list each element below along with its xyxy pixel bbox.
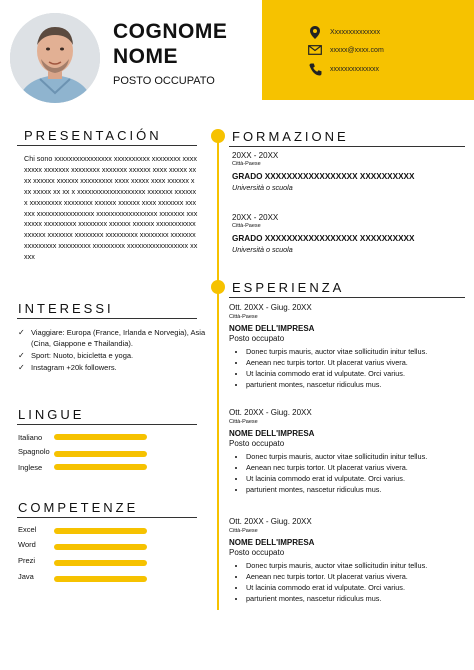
contact-location	[306, 25, 380, 39]
task-item: • parturient montes, nascetur ridiculus mus.	[246, 593, 465, 604]
company-name: NOME DELL'IMPRESA	[229, 429, 315, 438]
timeline-line	[217, 140, 219, 610]
interests-heading: INTERESSI	[18, 301, 114, 316]
experience-date: Ott. 20XX - Giug. 20XX	[229, 517, 312, 526]
contact-address: Xxxxxxxxxxxxxx	[330, 28, 381, 36]
check-icon: ✓	[18, 328, 25, 337]
job-role: Posto occupato	[229, 334, 285, 343]
experience-date: Ott. 20XX - Giug. 20XX	[229, 408, 312, 417]
interests-divider	[17, 318, 197, 319]
education-school: Università o scuola	[232, 183, 293, 192]
profile-photo	[10, 13, 100, 103]
task-item: • Aenean nec turpis tortor. Ut placerat varius vivera.	[246, 571, 465, 582]
envelope-icon	[306, 43, 324, 57]
education-place: Città-Paese	[232, 161, 261, 167]
task-list	[229, 451, 465, 495]
task-list	[229, 560, 465, 604]
language-level-bar	[54, 434, 147, 440]
task-item: • Aenean nec turpis tortor. Ut placerat varius vivera.	[246, 357, 465, 368]
experience-entry	[229, 408, 465, 495]
interest-item: ✓ Instagram +20k followers.	[18, 363, 117, 372]
avatar	[10, 13, 100, 103]
check-icon: ✓	[18, 351, 25, 360]
education-date: 20XX - 20XX	[232, 213, 279, 222]
job-role: Posto occupato	[229, 439, 285, 448]
task-item: • Donec turpis mauris, auctor vitae sollicitudin initur tellus.	[246, 560, 465, 571]
task-item: • parturient montes, nascetur ridiculus mus.	[246, 379, 465, 390]
experience-divider	[229, 297, 465, 298]
task-item: • Ut lacinia commodo erat id vulputate. Orci varius.	[246, 368, 465, 379]
contact-phone	[306, 62, 379, 76]
education-divider	[229, 146, 465, 147]
experience-entry	[229, 303, 465, 390]
skill-level-bar	[54, 576, 147, 582]
skill-level-bar	[54, 560, 147, 566]
language-level-bar	[54, 464, 147, 470]
education-school: Università o scuola	[232, 245, 293, 254]
task-list	[229, 346, 465, 390]
presentation-text: Chi sono xxxxxxxxxxxxxxxx xxxxxxxxxx xxxxxxxx xxxxxxxxx xxxxxxx xxxxxxxx xxxxxxx xxxxxx xxxx xxxxx xxxx xxxxxx xxxxxx xxxxxxxxx xxxx xxxxx xxxx xxxxxx xxx xxxxx xx xx x xxxxxxxxxxxxxxxxxxx xxxxxxx xxxxxxx xxxxxxxxx xxxxxxxx xxxxxx xxxxxx xxxx xxxxxxx xxxxxx xxxxxxxxxxxxxxxx xxxxxxxxxxxxxxxxx xxxxxxx xxxxxxxx xxxxxxxxx xxxxxxxx xxxxxx xxxxxx xxxxxxxxxxxxxxxxx xxxxxxx xxxxxxxx xxxxxxxxx xxxxxxxx xxxxxxx xxxxxxxxx xxxxxxxxx xxxxxxxxx xxxxxxxxxxxxxxxxx xxxxx	[24, 154, 198, 262]
experience-heading: ESPERIENZA	[232, 280, 345, 295]
education-degree: GRADO XXXXXXXXXXXXXXXXX XXXXXXXXXX	[232, 172, 415, 181]
skill-label: Java	[18, 572, 34, 581]
location-pin-icon	[306, 25, 324, 39]
education-place: Città-Paese	[232, 223, 261, 229]
skill-level-bar	[54, 544, 147, 550]
skill-level-bar	[54, 528, 147, 534]
first-name: NOME	[113, 45, 178, 68]
education-entry	[232, 151, 468, 192]
skills-divider	[17, 517, 197, 518]
languages-heading: LINGUE	[18, 407, 85, 422]
education-dot	[211, 129, 225, 143]
contact-box	[262, 0, 474, 100]
task-item: • Donec turpis mauris, auctor vitae sollicitudin initur tellus.	[246, 346, 465, 357]
check-icon: ✓	[18, 363, 25, 372]
skill-label: Prezi	[18, 556, 36, 565]
task-item: • Ut lacinia commodo erat id vulputate. Orci varius.	[246, 473, 465, 484]
skill-label: Excel	[18, 525, 37, 534]
skill-label: Word	[18, 540, 36, 549]
presentation-heading: PRESENTACIÓN	[24, 128, 162, 143]
education-date: 20XX - 20XX	[232, 151, 279, 160]
language-label: Inglese	[18, 463, 43, 472]
company-name: NOME DELL'IMPRESA	[229, 538, 315, 547]
task-item: • Aenean nec turpis tortor. Ut placerat varius vivera.	[246, 462, 465, 473]
task-item: • Ut lacinia commodo erat id vulputate. Orci varius.	[246, 582, 465, 593]
phone-icon	[306, 62, 324, 76]
experience-dot	[211, 280, 225, 294]
experience-place: Città-Paese	[229, 528, 258, 534]
job-role: Posto occupato	[229, 548, 285, 557]
experience-place: Città-Paese	[229, 419, 258, 425]
presentation-divider	[17, 145, 197, 146]
company-name: NOME DELL'IMPRESA	[229, 324, 315, 333]
surname: COGNOME	[113, 20, 228, 43]
interests-list	[18, 327, 208, 374]
contact-email-text[interactable]: xxxxx@xxxx.com	[330, 46, 384, 54]
education-heading: FORMAZIONE	[232, 129, 349, 144]
language-label: Italiano	[18, 433, 43, 442]
education-entry	[232, 213, 468, 254]
interest-item: ✓ Sport: Nuoto, bicicletta e yoga.	[18, 351, 134, 360]
languages-divider	[17, 424, 197, 425]
skills-heading: COMPETENZE	[18, 500, 139, 515]
interest-item: ✓ Viaggiare: Europa (France, Irlanda e Norvegia), Asia (Cina, Giappone e Thailandia).	[18, 328, 206, 348]
task-item: • Donec turpis mauris, auctor vitae sollicitudin initur tellus.	[246, 451, 465, 462]
language-label: Spagnolo	[18, 447, 50, 456]
contact-phone-text: xxxxxxxxxxxxxx	[330, 65, 379, 73]
job-title: POSTO OCCUPATO	[113, 75, 215, 87]
experience-place: Città-Paese	[229, 314, 258, 320]
language-level-bar	[54, 451, 147, 457]
contact-email	[306, 43, 384, 57]
education-degree: GRADO XXXXXXXXXXXXXXXXX XXXXXXXXXX	[232, 234, 415, 243]
experience-entry	[229, 517, 465, 604]
task-item: • parturient montes, nascetur ridiculus mus.	[246, 484, 465, 495]
experience-date: Ott. 20XX - Giug. 20XX	[229, 303, 312, 312]
